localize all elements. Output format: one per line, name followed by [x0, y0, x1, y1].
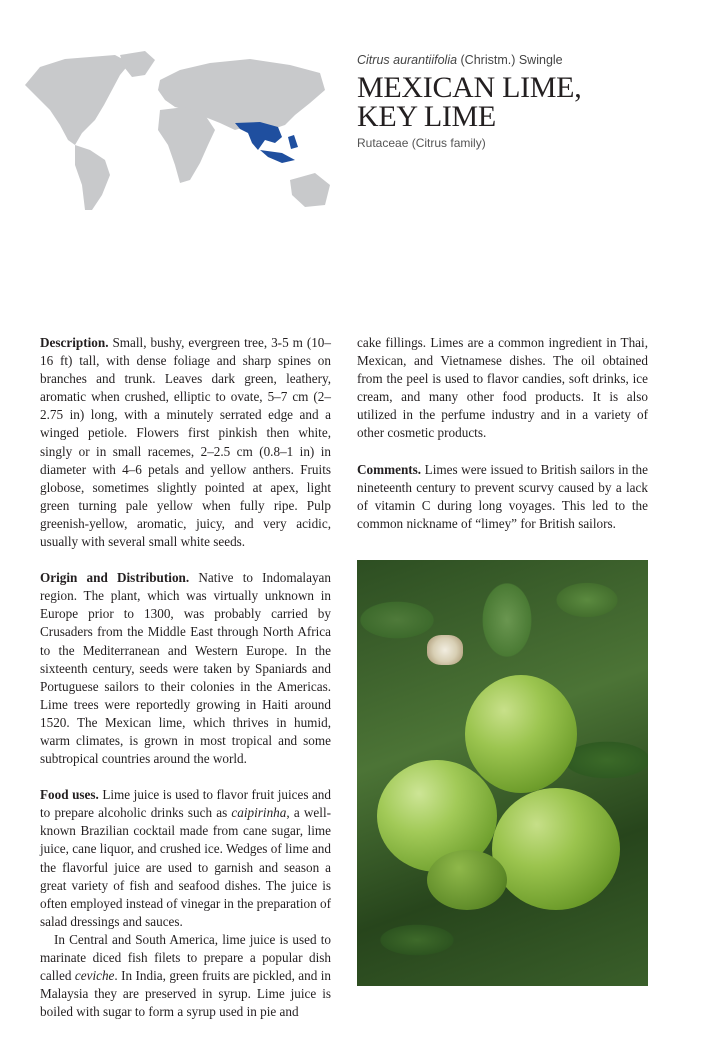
origin-section — [40, 569, 331, 768]
section-text: Lime juice is used to flavor fruit juices and to prepare alcoholic drinks such as — [40, 787, 331, 821]
authority: (Christm.) Swingle — [457, 53, 563, 67]
page-title — [357, 73, 697, 131]
left-column — [40, 334, 331, 1039]
native-range-highlight — [235, 122, 298, 163]
section-text: , a well-known Brazilian cocktail made from cane sugar, lime juice, cane liquor, and crushed ice. Wedges of lime and the flavorful juice are used to garnish and season a great variety of fish and seafood dishes. The juice is often employed instead of vinegar in the preparation of salad dressings and sauces. — [40, 805, 332, 929]
food-uses-section — [40, 786, 331, 931]
title-line-1: MEXICAN LIME, — [357, 71, 582, 104]
right-column — [357, 334, 648, 551]
scientific-name — [357, 53, 697, 67]
lime-flower — [427, 635, 463, 665]
section-heading: Origin and Distribution. — [40, 570, 190, 586]
plant-family: Rutaceae (Citrus family) — [357, 136, 486, 150]
section-text: . In India, green fruits are pickled, and in Malaysia they are preserved in syrup. Lime juice is boiled with sugar to form a syrup used in pie and — [40, 968, 331, 1020]
world-distribution-map — [20, 45, 340, 210]
lime-fruit-photo — [357, 560, 648, 986]
lime-fruit — [492, 788, 620, 910]
title-line-2: KEY LIME — [357, 100, 496, 133]
section-text: Small, bushy, evergreen tree, 3-5 m (10–16 ft) tall, with dense foliage and sharp spines on branches and trunk. Leaves dark green, leathery, aromatic when crushed, elliptic to ovate, 5–7 cm (2–2.75 in) long, with a minutely serrated edge and a winged petiole. Flowers first pinkish then white, singly or in small racemes, 2–2.5 cm (0.8–1 in) in diameter with 4–6 petals and yellow anthers. Fruits globose, sometimes slightly pointed at apex, light green turning pale yellow when fully ripe. Pulp greenish-yellow, aromatic, juicy, and very acidic, usually with several small white seeds. — [40, 335, 331, 550]
lime-fruit — [427, 850, 507, 910]
lime-fruit — [465, 675, 577, 793]
comments-section — [357, 461, 648, 533]
section-heading: Comments. — [357, 461, 422, 477]
section-heading: Food uses. — [40, 787, 99, 803]
section-heading: Description. — [40, 335, 109, 350]
food-uses-paragraph-2 — [40, 931, 331, 1021]
species-header — [357, 53, 697, 150]
section-text: In Central and South America, lime juice is used to marinate diced fish filets to prepare a popular dish called — [40, 931, 331, 984]
italic-term: ceviche — [74, 968, 115, 984]
italic-term: caipirinha — [231, 805, 287, 821]
food-uses-continued: cake fillings. Limes are a common ingredient in Thai, Mexican, and Vietnamese dishes. The oil obtained from the peel is used to flavor candies, soft drinks, ice cream, and many other food products. It is also utilized in the perfume industry and in a variety of other cosmetic products. — [357, 335, 648, 441]
section-text: Native to Indomalayan region. The plant, which was virtually unknown in Europe prior to 1300, was probably carried by Crusaders from the Middle East through North Africa to the Mediterranean and Western Europe. In the sixteenth century, seeds were taken by Spaniards and Portuguese sailors to their colonies in the Americas. Lime trees were reportedly growing in Haiti around 1520. The Mexican lime, which thrives in humid, warm climates, is grown in most tropical and some subtropical countries around the world. — [40, 570, 331, 767]
genus-species: Citrus aurantiifolia — [357, 53, 458, 67]
section-text: Limes were issued to British sailors in the nineteenth century to prevent scurvy caused by a lack of vitamin C during long voyages. This led to the common nickname of “limey” for British sailors. — [357, 461, 648, 531]
description-section — [40, 334, 331, 551]
